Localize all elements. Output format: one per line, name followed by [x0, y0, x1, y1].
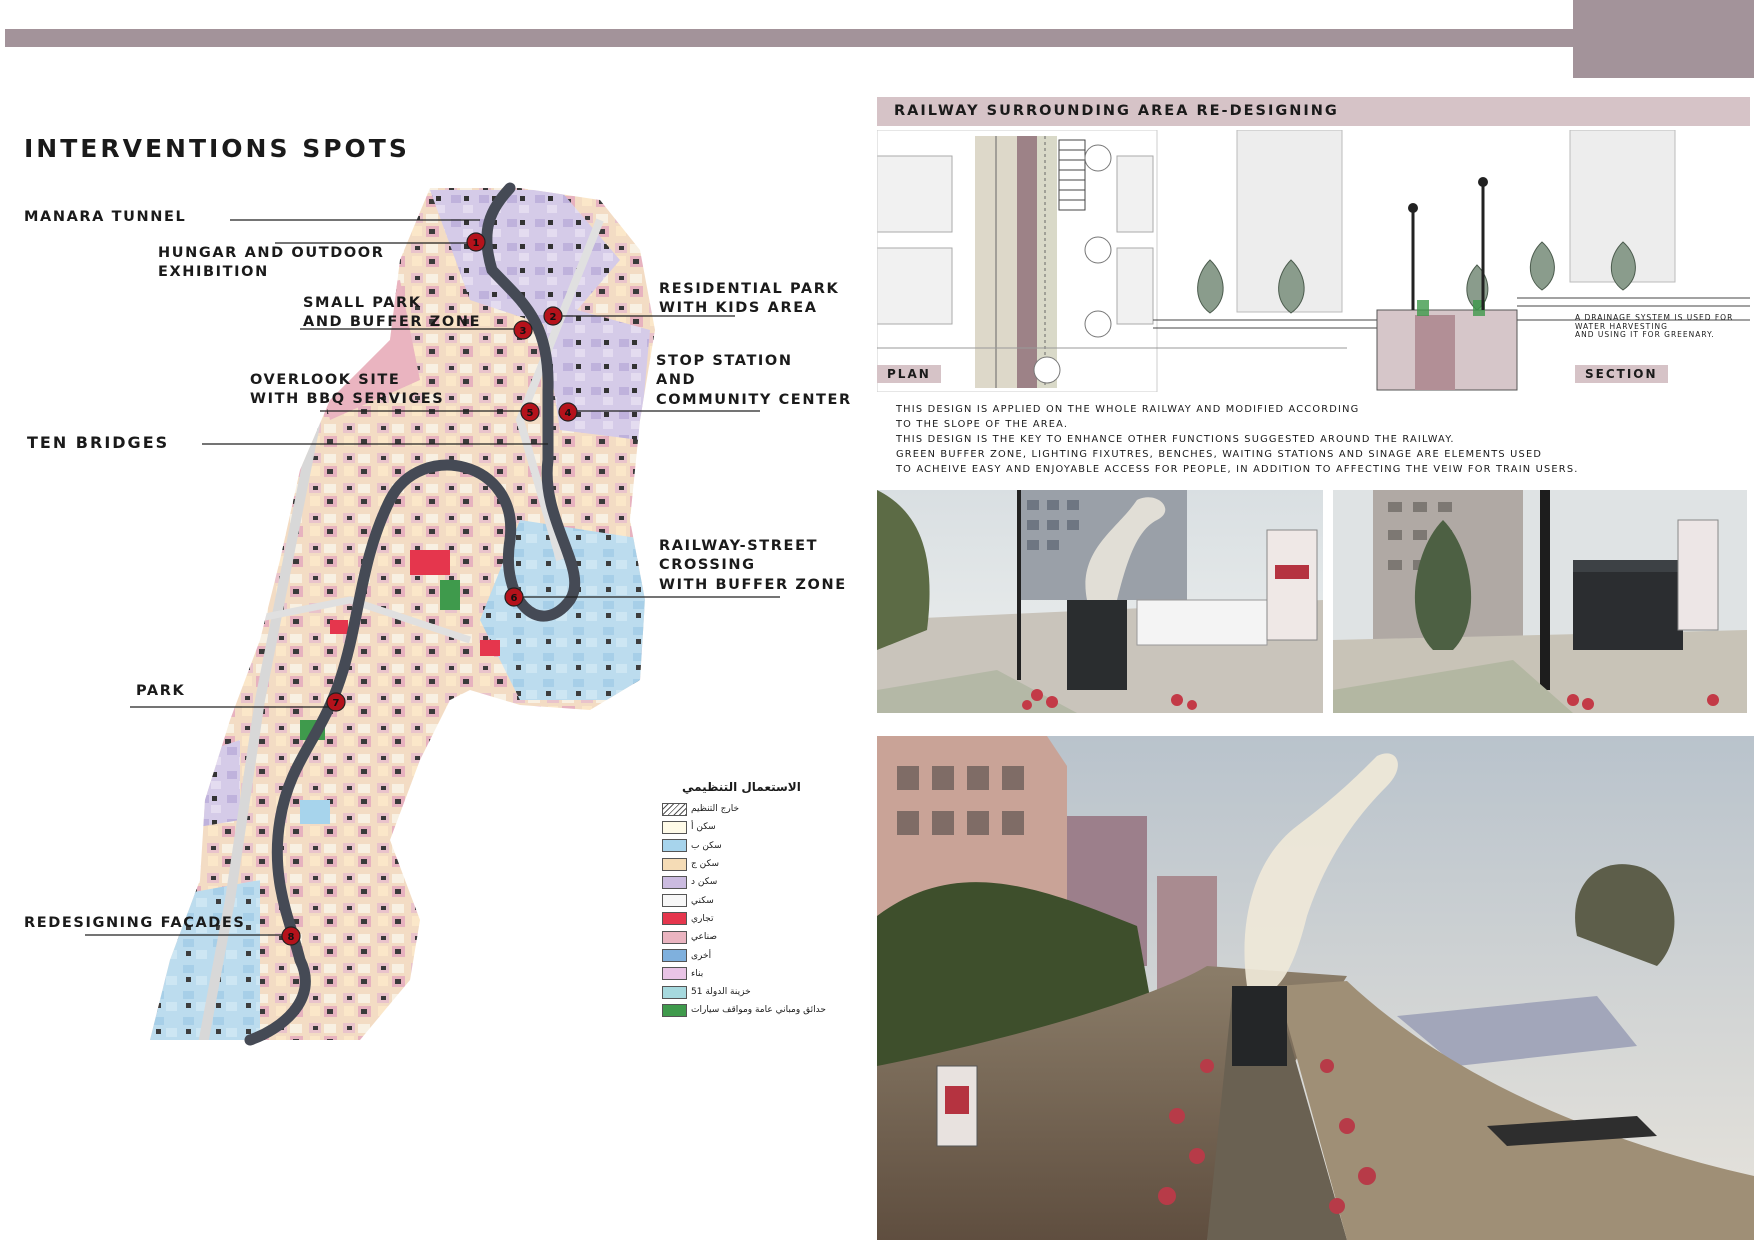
legend-item	[662, 928, 842, 946]
marker-2	[544, 307, 562, 325]
svg-text:1: 1	[472, 238, 480, 249]
svg-text:3: 3	[519, 326, 527, 337]
marker-6	[505, 588, 523, 606]
legend-label: سكن د	[691, 877, 718, 888]
drainage-note	[1575, 314, 1750, 340]
callout-small-park-line1: SMALL PARK	[303, 295, 422, 311]
legend-item	[662, 983, 842, 1001]
svg-text:2: 2	[549, 312, 557, 323]
legend-item	[662, 891, 842, 909]
callout-ten-bridges: TEN BRIDGES	[27, 433, 170, 452]
legend-label: خزينة الدولة 51	[691, 987, 751, 998]
marker-5	[521, 403, 539, 421]
legend-swatch	[662, 912, 687, 925]
legend-label: خارج التنظيم	[691, 804, 740, 815]
svg-text:7: 7	[332, 698, 340, 709]
callout-res-park-line2: WITH KIDS AREA	[659, 300, 818, 316]
callout-res-park-line1: RESIDENTIAL PARK	[659, 281, 840, 297]
svg-text:4: 4	[564, 408, 572, 419]
map-legend	[662, 780, 842, 1020]
description-line: THIS DESIGN IS APPLIED ON THE WHOLE RAILWAY AND MODIFIED ACCORDING	[896, 404, 1360, 415]
marker-7	[327, 693, 345, 711]
callout-crossing-line1: RAILWAY-STREET	[659, 538, 819, 554]
legend-label: سكني	[691, 895, 714, 906]
callout-park: PARK	[136, 683, 186, 699]
legend-swatch	[662, 967, 687, 980]
description-line: TO THE SLOPE OF THE AREA.	[896, 419, 1069, 430]
svg-text:8: 8	[287, 932, 295, 943]
legend-item	[662, 818, 842, 836]
drainage-note-line: A DRAINAGE SYSTEM IS USED FOR	[1575, 313, 1734, 322]
callout-hungar-line1: HUNGAR AND OUTDOOR	[158, 245, 385, 261]
callout-stop-line2: AND	[656, 372, 697, 388]
legend-swatch	[662, 839, 687, 852]
callout-stop-line3: COMMUNITY CENTER	[656, 392, 852, 408]
legend-swatch	[662, 876, 687, 889]
legend-label: سكن ج	[691, 859, 720, 870]
legend-swatch	[662, 986, 687, 999]
legend-item	[662, 855, 842, 873]
legend-swatch	[662, 949, 687, 962]
plan-section-drawing	[877, 130, 1750, 392]
legend-label: صناعي	[691, 932, 717, 943]
legend-swatch	[662, 931, 687, 944]
legend-swatch	[662, 821, 687, 834]
svg-text:5: 5	[526, 408, 534, 419]
drainage-note-line: WATER HARVESTING	[1575, 321, 1668, 331]
callout-overlook-line2: WITH BBQ SERVICES	[250, 391, 445, 407]
section-label: SECTION	[1575, 365, 1668, 383]
legend-label: حدائق ومباني عامة ومواقف سيارات	[691, 1005, 826, 1016]
section-header	[877, 97, 1750, 126]
callout-crossing-line2: CROSSING	[659, 557, 756, 573]
page-title: INTERVENTIONS SPOTS	[24, 134, 410, 163]
render-aerial-view	[877, 736, 1754, 1240]
legend-item	[662, 837, 842, 855]
callout-small-park-line2: AND BUFFER ZONE	[303, 314, 482, 330]
legend-swatch	[662, 803, 687, 816]
top-accent-block	[1573, 0, 1754, 78]
description-line: TO ACHEIVE EASY AND ENJOYABLE ACCESS FOR PEOPLE, IN ADDITION TO AFFECTING THE VEIW FOR TRAIN USERS.	[896, 464, 1579, 475]
callout-redesigning-facades: REDESIGNING FACADES	[24, 915, 246, 931]
legend-swatch	[662, 858, 687, 871]
callout-manara-tunnel: MANARA TUNNEL	[24, 209, 187, 225]
render-street-view-2	[1333, 490, 1747, 713]
legend-label: تجاري	[691, 913, 714, 924]
legend-label: سكن ب	[691, 840, 722, 851]
legend-label: بناء	[691, 968, 704, 979]
legend-item	[662, 946, 842, 964]
callout-overlook-line1: OVERLOOK SITE	[250, 372, 401, 388]
description-line: THIS DESIGN IS THE KEY TO ENHANCE OTHER FUNCTIONS SUGGESTED AROUND THE RAILWAY.	[896, 434, 1455, 445]
svg-text:6: 6	[510, 593, 518, 604]
callout-crossing-line3: WITH BUFFER ZONE	[659, 577, 847, 593]
legend-item	[662, 965, 842, 983]
legend-label: سكن أ	[691, 822, 716, 833]
marker-1	[467, 233, 485, 251]
render-street-view-1	[877, 490, 1323, 713]
legend-swatch	[662, 894, 687, 907]
legend-item	[662, 873, 842, 891]
legend-title: الاستعمال التنظيمي	[682, 780, 801, 794]
marker-8	[282, 927, 300, 945]
plan-section-illustration	[877, 130, 1750, 392]
legend-item	[662, 910, 842, 928]
drainage-note-line: AND USING IT FOR GREENARY.	[1575, 330, 1715, 339]
plan-label: PLAN	[877, 365, 941, 383]
top-accent-bar	[5, 29, 1575, 47]
legend-swatch	[662, 1004, 687, 1017]
legend-item	[662, 800, 842, 818]
section-title: RAILWAY SURROUNDING AREA RE-DESIGNING	[894, 103, 1339, 119]
design-description	[896, 402, 1716, 477]
callout-hungar-line2: EXHIBITION	[158, 264, 269, 280]
marker-4	[559, 403, 577, 421]
legend-item	[662, 1001, 842, 1019]
legend-label: أخرى	[691, 950, 712, 961]
description-line: GREEN BUFFER ZONE, LIGHTING FIXUTRES, BENCHES, WAITING STATIONS AND SINAGE ARE ELEMENTS USED	[896, 449, 1543, 460]
marker-3	[514, 321, 532, 339]
callout-stop-line1: STOP STATION	[656, 353, 793, 369]
